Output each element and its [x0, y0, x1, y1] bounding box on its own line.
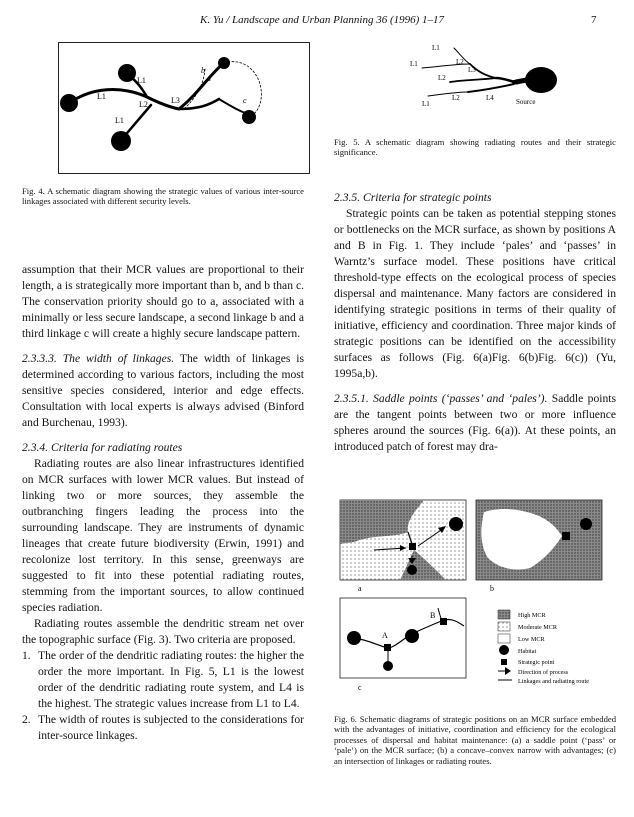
section-234-paragraph-1: Radiating routes are also linear infrastructures identified on MCR surfaces with lower MCR values. But instead of linking two or more sources, they assemble the outbranching fingers leading the process into the surrounding landscape. They are instruments of dynamic lineages that create future biodiversity (Erwin, 1991) and recolonize lost territory. In this sense, greenways are suggested to fit into these potential radiating routes, stemming from the important sources, to allow continued species radiation. — [22, 457, 304, 614]
fig4-label-l2: L2 — [139, 100, 148, 109]
figure-6-caption: Fig. 6. Schematic diagrams of strategic positions on an MCR surface embedded with the advantages of initiative, coordination and efficiency for the ecological processes of dispersal and habitat maintenance: (a) a saddle point (‘pass’ or ‘pale’) on the MCR surface; (b) a concave–convex narrow with advantages; (c) an intersection of linkages or radiating routes. — [334, 714, 616, 766]
section-2333 — [22, 351, 304, 431]
fig4-label-c: c — [243, 96, 247, 105]
fig5-label-l2c: L2 — [452, 94, 460, 102]
list-item-number: 2. — [22, 713, 31, 726]
fig5-label-l1b: L1 — [410, 60, 418, 68]
list-item — [22, 648, 304, 712]
section-235-text: Strategic points can be taken as potential stepping stones or bottlenecks on the MCR surface, as shown by positions A and B in Fig. 1. They include ‘pales’ and ‘passes’ in Warntz’s surface model. These positions have critical threshold-type effects on the ecological process of species dispersal and maintenance. Many factors are considered in identifying strategic positions in terms of their quality of initiative, efficiency and coordination. Three major kinds of strategic positions can be identified on the accessibility surfaces as follows (Fig. 6(a)Fig. 6(b)Fig. 6(c)) (Yu, 1995a,b). — [334, 207, 616, 380]
fig5-label-l2b: L2 — [438, 74, 446, 82]
fig5-source-node — [525, 67, 557, 93]
fig5-label-l3: L3 — [468, 66, 476, 74]
paragraph-mcr-assumption: assumption that their MCR values are proportional to their length, a is strategically more important than b, and b than c. The conservation priority should go to a, associated with a minimally or less secure landscape, a second linkage b and a third linkage c will create a highly secure landscape pattern. — [22, 263, 304, 340]
section-2351-heading: 2.3.5.1. Saddle points (‘passes’ and ‘pales’). — [334, 392, 548, 405]
fig5-label-l2a: L2 — [456, 58, 464, 66]
fig6-legend — [498, 610, 589, 685]
legend-low-mcr: Low MCR — [518, 636, 545, 643]
figure-4-frame — [58, 42, 310, 174]
legend-moderate-mcr: Moderate MCR — [518, 624, 558, 631]
figure-4-caption: Fig. 4. A schematic diagram showing the strategic values of various inter-source linkages associated with different security levels. — [22, 186, 304, 207]
legend-direction: Direction of process — [518, 669, 569, 676]
fig4-label-l1b: L1 — [97, 92, 106, 101]
fig4-label-b: b — [201, 66, 205, 75]
section-2333-text: The width of linkages is determined according to various factors, including the most sensitive species considered, interior and edge effects. Consultation with local experts is always advised (Binford and Burchenau, 1993). — [22, 352, 305, 429]
figure-5-caption: Fig. 5. A schematic diagram showing radiating routes and their strategic significance. — [334, 137, 616, 158]
fig4-label-l1c: L1 — [115, 116, 124, 125]
running-title: K. Yu / Landscape and Urban Planning 36 (1996) 1–17 — [200, 14, 445, 26]
section-2333-heading: 2.3.3.3. The width of linkages. — [22, 352, 175, 365]
fig6-panel-a — [340, 500, 466, 580]
fig4-label-l3: L3 — [171, 96, 180, 105]
legend-linkages: Linkages and radiating route — [518, 678, 589, 685]
list-item-number: 1. — [22, 649, 31, 662]
figure-5 — [404, 38, 574, 126]
legend-strategic-point: Strategic point — [518, 659, 555, 666]
legend-habitat: Habitat — [518, 648, 537, 655]
figure-6-diagram — [334, 498, 616, 706]
fig4-label-a: a — [207, 74, 211, 83]
right-column — [334, 190, 616, 455]
fig6-panel-b — [476, 500, 602, 580]
fig4-label-l1a: L1 — [137, 76, 146, 85]
figure-4-diagram — [59, 43, 309, 173]
fig6-panel-b-label: b — [490, 584, 494, 593]
fig5-label-l1c: L1 — [422, 100, 430, 108]
fig6-point-a-label: A — [382, 631, 388, 640]
left-column — [22, 262, 304, 744]
list-item-text: The width of routes is subjected to the considerations for inter-source linkages. — [38, 713, 304, 742]
fig5-label-l4: L4 — [486, 94, 494, 102]
fig5-label-l1a: L1 — [432, 44, 440, 52]
section-234-paragraph-2: Radiating routes assemble the dendritic stream net over the topographic surface (Fig. 3). Two criteria are proposed. — [22, 617, 304, 646]
list-item-text: The order of the dendritic radiating routes: the higher the order the more important. In Fig. 5, L1 is the lowest order of the dendritic radiating route system, and L4 is the highest. The strategic values increase from L1 to L4. — [38, 649, 304, 710]
fig6-panel-c-label: c — [358, 683, 362, 692]
legend-high-mcr: High MCR — [518, 612, 546, 619]
fig6-panel-c — [340, 598, 466, 678]
fig6-panel-a-label: a — [358, 584, 362, 593]
list-item — [22, 712, 304, 744]
fig6-point-b-label: B — [430, 611, 436, 620]
section-2351 — [334, 391, 616, 455]
figure-6 — [334, 498, 616, 706]
section-235-heading: 2.3.5. Criteria for strategic points — [334, 191, 492, 204]
figure-5-diagram — [404, 38, 574, 126]
section-234-heading: 2.3.4. Criteria for radiating routes — [22, 441, 183, 454]
fig5-label-source: Source — [516, 98, 536, 106]
section-2351-text: Saddle points are the tangent points between two or more influence spheres around the sources (Fig. 6(a)). At these points, an introduced patch of forest may dra- — [334, 392, 617, 453]
criteria-list — [22, 648, 304, 744]
page-number: 7 — [591, 14, 597, 26]
